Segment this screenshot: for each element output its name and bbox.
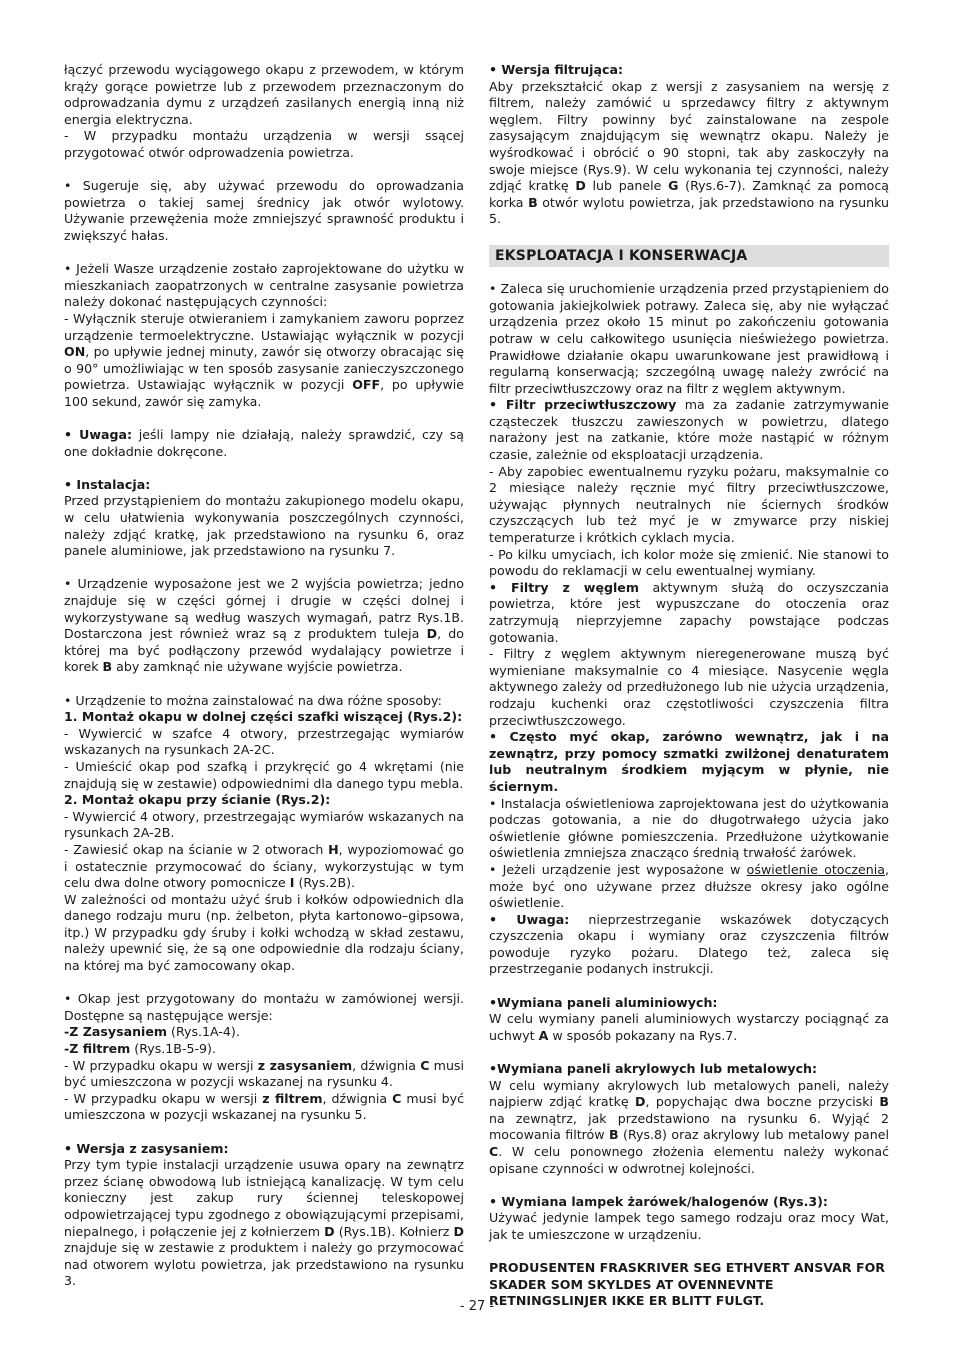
paragraph: łączyć przewodu wyciągowego okapu z przewodem, w którym krąży gorące powietrze lub z przewodem przeznaczonym do odprowadzania dymu z urządzeń zasilanych energią inną niż energia elektryczna. [64,62,464,127]
page-number: - 27 - [459,1299,495,1314]
section-subheading: • Wersja filtrująca: [489,62,623,77]
section-subheading: 1. Montaż okapu w dolnej części szafki wiszącej (Rys.2): [64,709,463,725]
left-column [64,62,464,1290]
section-subheading: •Wymiana paneli aluminiowych: [489,994,718,1010]
maintenance-section: • Zaleca się uruchomienie urządzenia przed przystąpieniem do gotowania jakiejkolwiek potrawy. Zaleca się, aby nie wyłączać urządzenia przez około 15 minut po zakończeniu gotowania potraw w celu całkowitego usunięcia nieświeżego powietrza. Prawidłowe działanie okapu uwarunkowane jest prawidłową i regularną konserwacją; szczególną uwagę należy zwrócić na filtr przeciwtłuszczowy oraz na filtr z węglem aktywnym. • Filtr przeciwtłuszczowy ma za zadanie zatrzymywanie cząsteczek tłuszczu zawieszonych w powietrzu, dlatego narażony jest na zatkanie, które może nastąpić w różnym czasie, zależnie od eksploatacji urządzenia. - Aby zapobiec ewentualnemu ryzyku pożaru, maksymalnie co 2 miesiące należy ręcznie myć filtry przeciwtłuszczowe, używając płynnych neutralnych nie ściernych środków czyszczących lub też myć je w zmywarce przy niskiej temperaturze i krótkich cyklach mycia. - Po kilku umyciach, ich kolor może się zmienić. Nie stanowi to powodu do reklamacji w celu ewentualnej wymiany. • Filtry z węglem aktywnym służą do oczyszczania powietrza, które jest wypuszczane do otoczenia oraz zatrzymują nieprzyjemne zapachy powstające podczas gotowania. - Filtry z węglem aktywnym nieregenerowane muszą być wymieniane maksymalnie co 4 miesiące. Nasycenie węgla aktywnego zależy od przedłużonego lub nie użycia urządzenia, rodzaju kuchenki oraz częstotliwości czyszczenia filtra przeciwtłuszczowego. • Często myć okap, zarówno wewnątrz, jak i na zewnątrz, przy pomocy szmatki zwilżonej denaturatem lub neutralnym środkiem myjącym w płynie, nie ściernym. • Instalacja oświetleniowa zaprojektowana jest do użytkowania podczas gotowania, a nie do długotrwałego użycia jako oświetlenie główne pomieszczenia. Przedłużone użytkowanie oświetlenia zmniejsza znacząco średnią trwałość żarówek. • Jeżeli urządzenie jest wyposażone w oświetlenie otoczenia, może być ono używane przez dłuższe okresy jako ogólne oświetlenie. • Uwaga: nieprzestrzeganie wskazówek dotyczących czyszczenia okapu i wymiany oraz czyszczenia filtrów powoduje ryzyko pożaru. Dlatego też, zaleca się przestrzeganie podanych instrukcji. [489,281,889,977]
section-subheading: 2. Montaż okapu przy ścianie (Rys.2): [64,792,331,808]
suction-version-section: • Wersja z zasysaniem: Przy tym typie instalacji urządzenie usuwa opary na zewnątrz przez ścianę obwodową lub istniejącą kanalizację. W tym celu konieczny jest zakup rury ściennej teleskopowej odpowietrzającej typu zgodnego z obowiązującymi przepisami, niepalnego, i połączenie jej z kołnierzem D (Rys.1B). Kołnierz D znajduje się w zestawie z produktem i należy go przymocować nad otworem wylotu powietrza, jak przedstawiono na rysunku 3. [64,1140,464,1289]
mounting-section: • Urządzenie to można zainstalować na dwa różne sposoby: 1. Montaż okapu w dolnej części szafki wiszącej (Rys.2): - Wywiercić w szafce 4 otwory, przestrzegając wymiarów wskazanych na rysunkach 2A-2C. - Umieścić okap pod szafką i przykręcić go 4 wkrętami (nie znajdują się w zestawie) odpowiednimi dla danego typu mebla. 2. Montaż okapu przy ścianie (Rys.2): - Wywiercić 4 otwory, przestrzegając wymiarów wskazanych na rysunkach 2A-2B. - Zawiesić okap na ścianie w 2 otworach H, wypoziomować go i ostatecznie przymocować do ściany, wykorzystując w tym celu dwa dolne otwory pomocnicze I (Rys.2B). W zależności od montażu użyć śrub i kołków odpowiednich dla danego rodzaju muru (np. żelbeton, płyta kartonowo–gipsowa, itp.) W przypadku gdy śruby i kołki wchodzą w skład zestawu, należy upewnić się, że są one odpowiednie dla rodzaju ściany, na której ma być zamocowany okap. [64,692,465,974]
aluminium-panels-section: •Wymiana paneli aluminiowych: W celu wymiany paneli aluminiowych wystarczy pociągnąć za uchwyt A w sposób pokazany na Rys.7. [489,994,889,1043]
paragraph: - Wyłącznik steruje otwieraniem i zamykaniem zaworu poprzez urządzenie termoelektryczne. Ustawiając wyłącznik w pozycji ON, po upływie jednej minuty, zawór się otworzy obracając się o 90° umożliwiając w ten sposób zasysanie zanieczyszczonego powietrza. Ustawiając wyłącznik w pozycji OFF, po upływie 100 sekund, zawór się zamyka. [64,310,464,409]
paragraph: • Sugeruje się, aby używać przewodu do oprowadzania powietrza o takiej samej średnicy jak otwór wylotowy. Używanie przewężenia może zmniejszyć sprawność produktu i zwiększyć hałas. [64,178,464,243]
paragraph: • Jeżeli Wasze urządzenie zostało zaprojektowane do użytku w mieszkaniach zaopatrzonych w centralne zasysanie powietrza należy dokonać następujących czynności: [64,261,464,310]
section-subheading: • Wersja z zasysaniem: [64,1140,229,1156]
versions-section: • Okap jest przygotowany do montażu w zamówionej wersji. Dostępne są następujące wersje: -Z Zasysaniem (Rys.1A-4). -Z filtrem (Rys.1B-5-9). - W przypadku okapu w wersji z zasysaniem, dźwignia C musi być umieszczona w pozycji wskazanej na rysunku 4. - W przypadku okapu w wersji z filtrem, dźwignia C musi być umieszczona w pozycji wskazanej na rysunku 5. [64,991,465,1123]
section-heading: EKSPLOATACJA I KONSERWACJA [489,245,889,268]
filter-version-section: • Wersja filtrująca: Aby przekształcić okap z wersji z zasysaniem na wersję z filtrem, należy zamówić u sprzedawcy filtry z aktywnym węglem. Filtry powinny być zainstalowane na zespole zasysającym znajdującym się wewnątrz okapu. Należy je wyśrodkować i obrócić o 90 stopni, tak aby zaskoczyły na swoje miejsce (Rys.9). W celu wykonania tej czynności, należy zdjąć kratkę D lub panele G (Rys.6-7). Zamknąć za pomocą korka B otwór wylotu powietrza, jak przedstawiono na rysunku 5. [489,62,889,227]
warning-paragraph: • Uwaga: jeśli lampy nie działają, należy sprawdzić, czy są one dokładnie dokręcone. [64,427,465,459]
paragraph: • Urządzenie wyposażone jest we 2 wyjścia powietrza; jedno znajduje się w części górnej i drugie w części dolnej i wykorzystywane są według waszych wymagań, patrz Rys.1B. Dostarczona jest również wraz są z produktem tuleja D, do której ma być podłączony przewód wydalający powietrze i korek B aby zamknąć nie używane wyjście powietrza. [64,576,464,675]
section-subheading: • Wymiana lampek żarówek/halogenów (Rys.3): [489,1193,828,1209]
acrylic-panels-section: •Wymiana paneli akrylowych lub metalowych: W celu wymiany akrylowych lub metalowych paneli, należy najpierw zdjąć kratkę D, popychając dwa boczne przyciski B na zewnątrz, jak przedstawiono na rysunku 6. Wyjąć 2 mocowania filtrów B (Rys.8) oraz akrylowy lub metalowy panel C. W celu ponownego złożenia elementu należy wykonać opisane czynności w odwrotnej kolejności. [489,1061,889,1176]
installation-section: • Instalacja: Przed przystąpieniem do montażu zakupionego modelu okapu, w celu ułatwienia wykonywania poszczególnych czynności, należy zdjąć kratkę, jak przedstawiono na rysunku 6, oraz panele aluminiowe, jak przedstawiono na rysunku 7. [64,476,464,559]
lamps-section: • Wymiana lampek żarówek/halogenów (Rys.3): Używać jedynie lampek tego samego rodzaju oraz mocy Wat, jak te umieszczone w urządzeniu. [489,1193,889,1242]
section-subheading: •Wymiana paneli akrylowych lub metalowych: [489,1061,818,1077]
right-column [489,62,889,1327]
section-subheading: • Instalacja: [64,476,151,492]
paragraph: - W przypadku montażu urządzenia w wersji ssącej przygotować otwór odprowadzenia powietrza. [64,128,464,160]
disclaimer: PRODUSENTEN FRASKRIVER SEG ETHVERT ANSVAR FOR SKADER SOM SKYLDES AT OVENNEVNTE RETNINGSLINJER IKKE ER BLITT FULGT. [489,1260,886,1309]
